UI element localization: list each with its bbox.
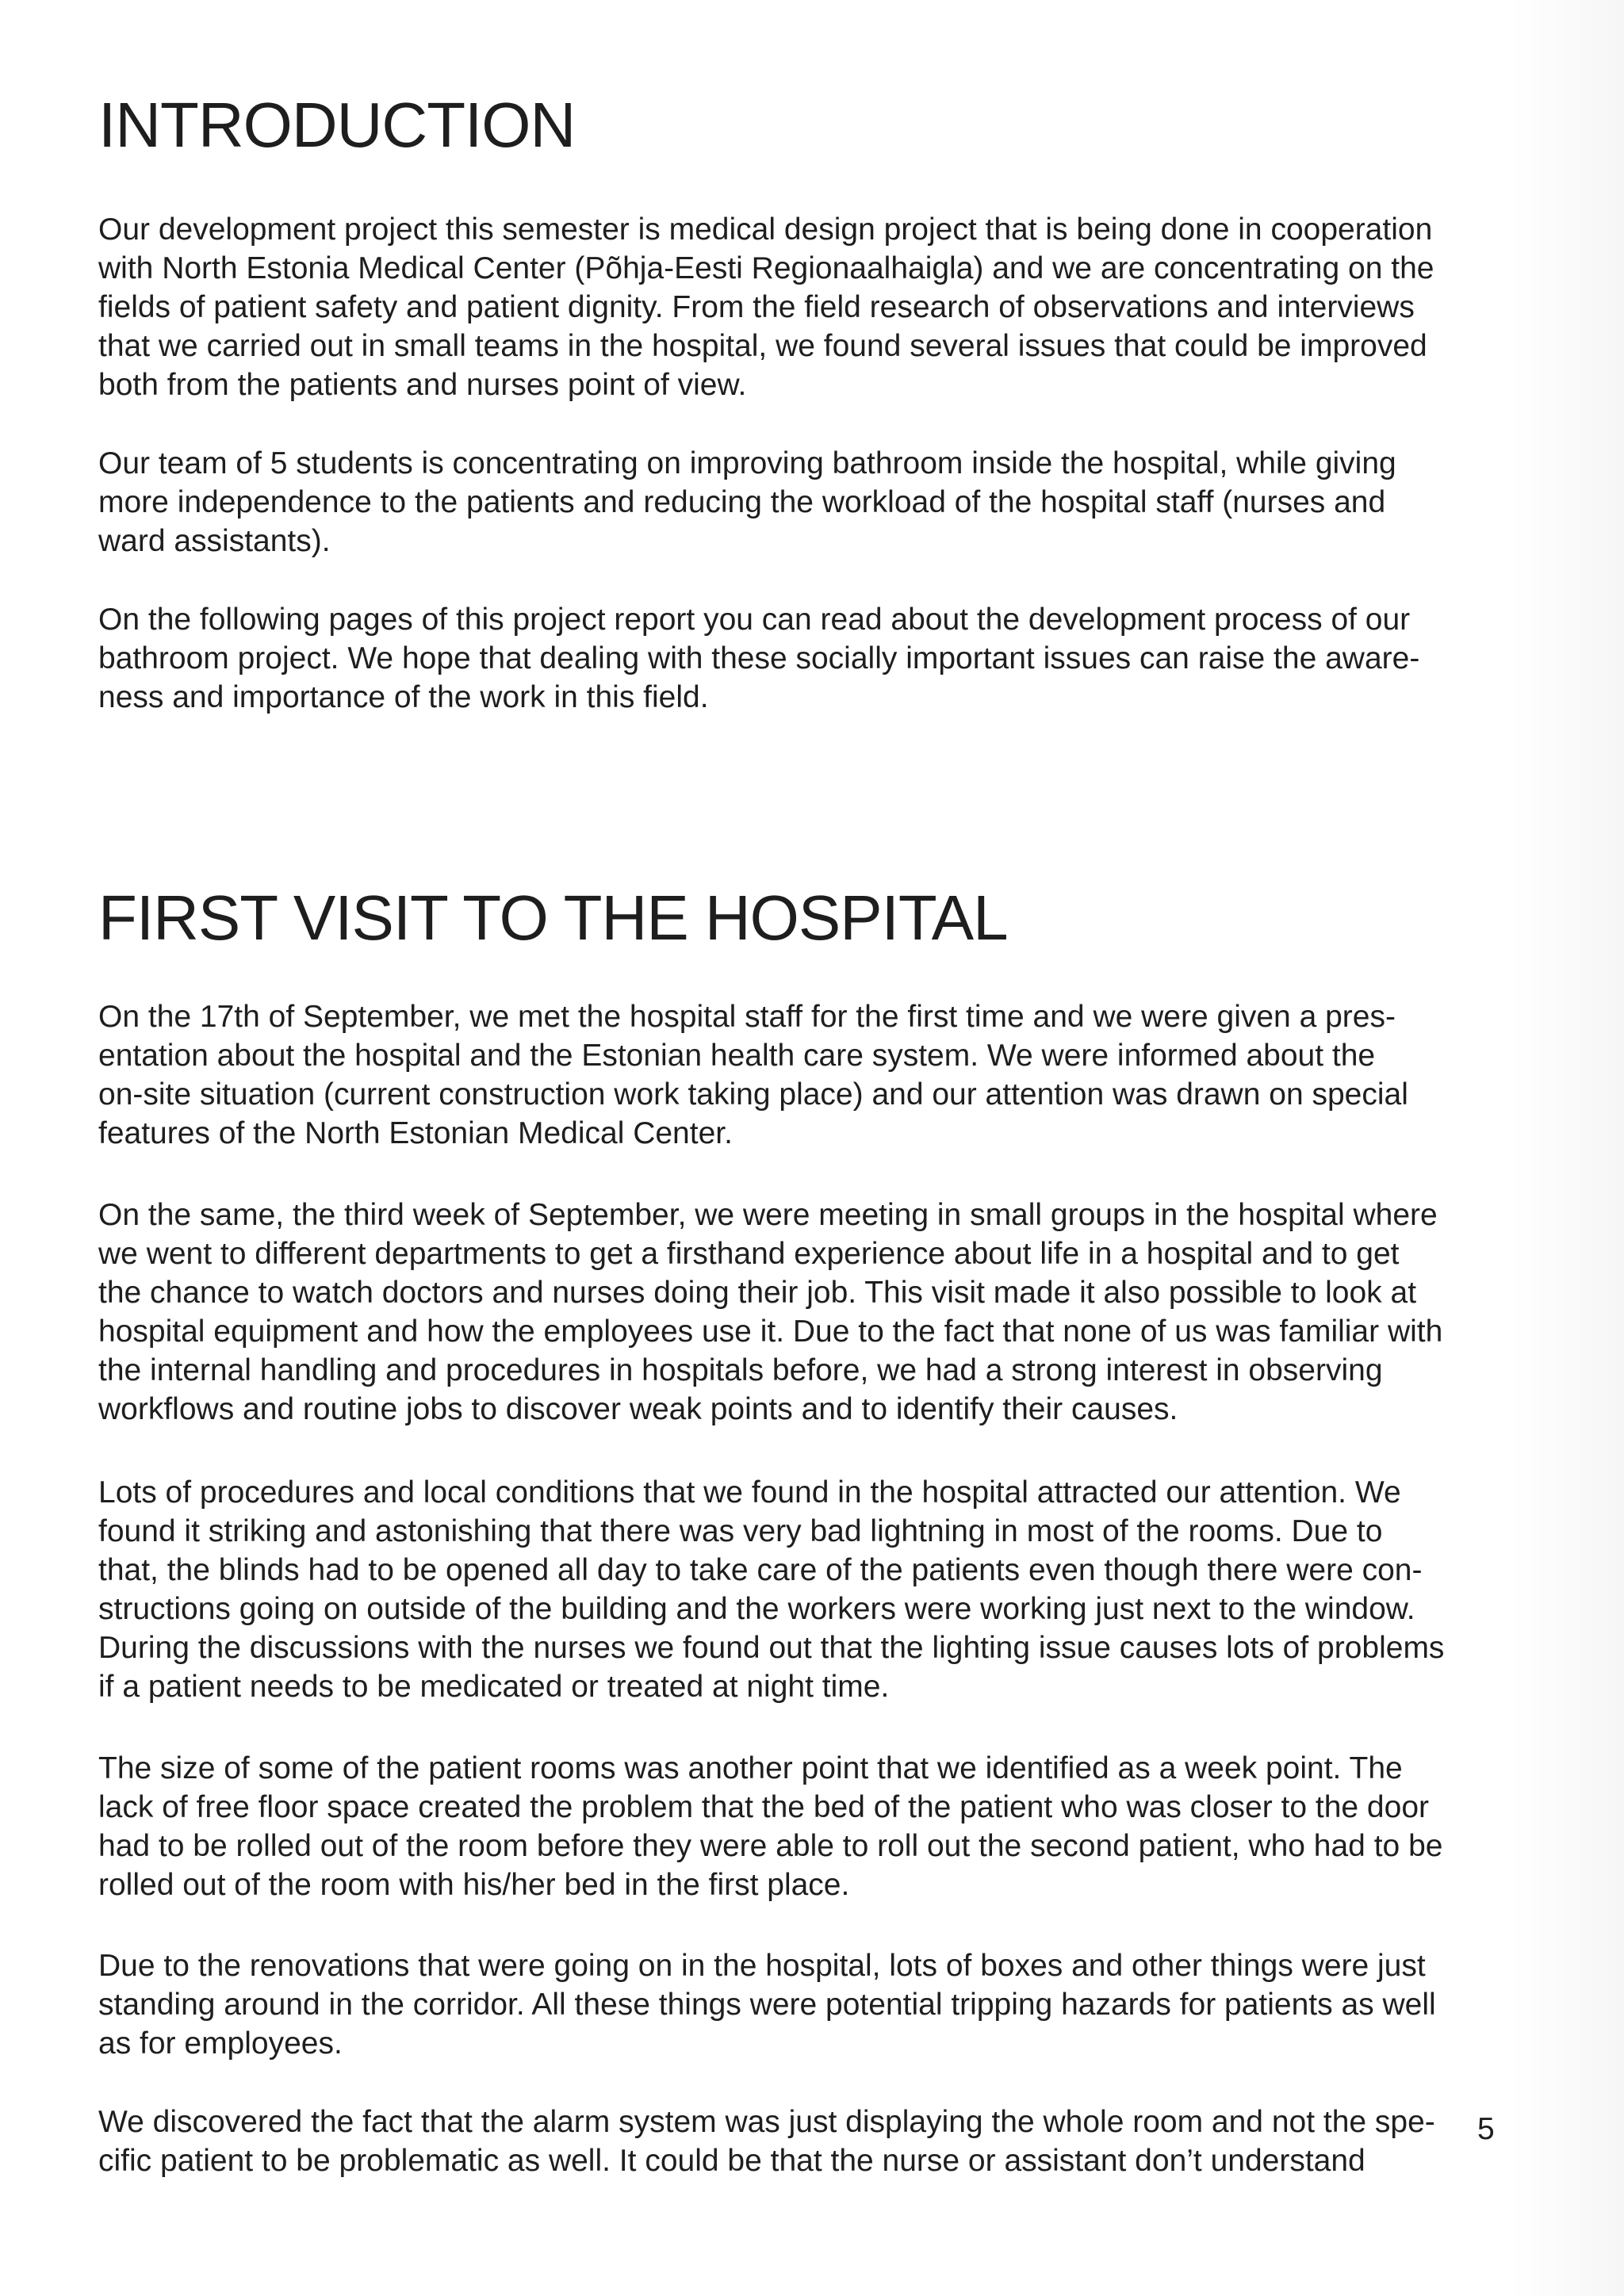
text-line: cific patient to be problematic as well. It could be that the nurse or assistant don’t understand xyxy=(98,2144,1365,2178)
paragraph xyxy=(98,600,1419,717)
paragraph xyxy=(98,210,1434,404)
text-line: rolled out of the room with his/her bed in the first place. xyxy=(98,1868,850,1902)
text-line: had to be rolled out of the room before they were able to roll out the second patient, who had to be xyxy=(98,1829,1443,1863)
text-line: features of the North Estonian Medical Center. xyxy=(98,1116,733,1150)
text-line: the chance to watch doctors and nurses doing their job. This visit made it also possible to look at xyxy=(98,1276,1417,1310)
paragraph xyxy=(98,444,1396,561)
text-line: that, the blinds had to be opened all day to take care of the patients even though there were con- xyxy=(98,1553,1423,1587)
text-line: Lots of procedures and local conditions that we found in the hospital attracted our attention. We xyxy=(98,1475,1401,1510)
text-line: that we carried out in small teams in the hospital, we found several issues that could be improved xyxy=(98,329,1427,363)
paragraph xyxy=(98,1473,1444,1706)
paragraph xyxy=(98,1749,1442,1904)
text-line: We discovered the fact that the alarm system was just displaying the whole room and not the spe- xyxy=(98,2105,1435,2139)
text-line: hospital equipment and how the employees use it. Due to the fact that none of us was familiar with xyxy=(98,1314,1443,1349)
paragraph xyxy=(98,1946,1436,2063)
text-line: more independence to the patients and reducing the workload of the hospital staff (nurses and xyxy=(98,485,1386,519)
text-line: found it striking and astonishing that there was very bad lightning in most of the rooms. Due to xyxy=(98,1514,1383,1548)
text-line: The size of some of the patient rooms was another point that we identified as a week point. The xyxy=(98,1751,1403,1785)
text-line: ness and importance of the work in this field. xyxy=(98,680,709,714)
text-line: both from the patients and nurses point of view. xyxy=(98,368,747,402)
text-line: During the discussions with the nurses we found out that the lighting issue causes lots of problems xyxy=(98,1631,1445,1665)
text-line: workflows and routine jobs to discover weak points and to identify their causes. xyxy=(98,1392,1178,1426)
text-line: lack of free floor space created the problem that the bed of the patient who was closer to the door xyxy=(98,1790,1429,1824)
text-line: on-site situation (current construction work taking place) and our attention was drawn on special xyxy=(98,1077,1408,1112)
text-line: we went to different departments to get a firsthand experience about life in a hospital and to get xyxy=(98,1237,1400,1271)
text-line: with North Estonia Medical Center (Põhja-Eesti Regionaalhaigla) and we are concentrating on the xyxy=(98,251,1434,285)
paragraph xyxy=(98,2103,1435,2180)
text-line: if a patient needs to be medicated or treated at night time. xyxy=(98,1670,890,1704)
text-line: Due to the renovations that were going on in the hospital, lots of boxes and other things were just xyxy=(98,1949,1426,1983)
paragraph xyxy=(98,1196,1442,1429)
text-line: Our development project this semester is medical design project that is being done in cooperation xyxy=(98,212,1433,247)
text-line: On the same, the third week of September, we were meeting in small groups in the hospital where xyxy=(98,1198,1438,1232)
section-title-first-visit: FIRST VISIT TO THE HOSPITAL xyxy=(98,882,1008,953)
text-line: standing around in the corridor. All these things were potential tripping hazards for patients as well xyxy=(98,1988,1436,2022)
page-number: 5 xyxy=(1477,2112,1495,2146)
text-line: fields of patient safety and patient dignity. From the field research of observations and interviews xyxy=(98,290,1415,324)
paragraph xyxy=(98,997,1408,1153)
text-line: bathroom project. We hope that dealing with these socially important issues can raise the aware- xyxy=(98,641,1420,675)
text-line: On the 17th of September, we met the hospital staff for the first time and we were given a pres- xyxy=(98,1000,1396,1034)
text-line: entation about the hospital and the Estonian health care system. We were informed about the xyxy=(98,1039,1376,1073)
text-line: structions going on outside of the building and the workers were working just next to the window. xyxy=(98,1592,1415,1626)
section-title-introduction: INTRODUCTION xyxy=(98,90,576,160)
text-line: the internal handling and procedures in hospitals before, we had a strong interest in observing xyxy=(98,1353,1383,1387)
text-line: Our team of 5 students is concentrating on improving bathroom inside the hospital, while giving xyxy=(98,446,1396,480)
text-line: On the following pages of this project report you can read about the development process of our xyxy=(98,603,1411,637)
text-line: as for employees. xyxy=(98,2026,343,2061)
text-line: ward assistants). xyxy=(98,524,331,558)
